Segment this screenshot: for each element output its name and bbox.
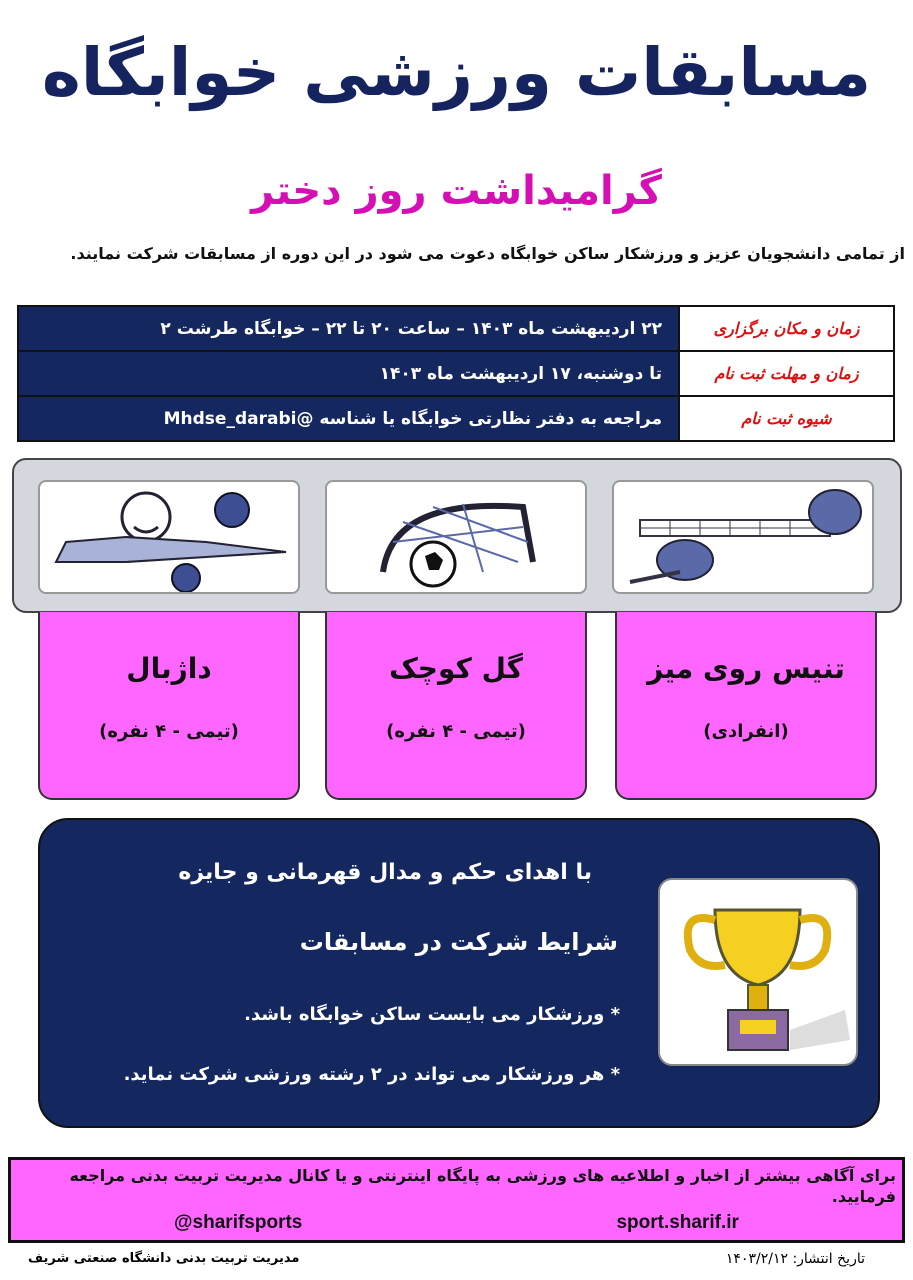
info-value: ۲۲ اردیبهشت ماه ۱۴۰۳ – ساعت ۲۰ تا ۲۲ – خوابگاه طرشت ۲ (19, 307, 678, 350)
sports-images-panel (12, 458, 902, 613)
sport-card-table-tennis (615, 612, 877, 800)
trophy-icon (658, 878, 858, 1066)
bottom-row (8, 1243, 905, 1267)
organization-name: مدیریت تربیت بدنی دانشگاه صنعتی شریف (28, 1250, 300, 1266)
condition-item: * ورزشکار می بایست ساکن خوابگاه باشد. (244, 1004, 620, 1025)
poster-title: مسابقات ورزشی خوابگاه (41, 34, 872, 111)
channel-link[interactable]: @sharifsports (174, 1211, 303, 1233)
condition-item: * هر ورزشکار می تواند در ۲ رشته ورزشی شرکت نماید. (123, 1064, 620, 1085)
poster-subtitle: گرامیداشت روز دختر (251, 168, 662, 214)
footer-text: برای آگاهی بیشتر از اخبار و اطلاعیه های ورزشی به پایگاه اینترنتی و یا کانال مدیریت تربیت بدنی مراجعه فرمایید. (69, 1166, 896, 1206)
sport-card-futsal (325, 612, 587, 800)
info-value: تا دوشنبه، ۱۷ اردیبهشت ماه ۱۴۰۳ (19, 352, 678, 395)
sport-card-dodgeball (38, 612, 300, 800)
footer-box (8, 1157, 905, 1243)
sport-name: داژبال (126, 652, 212, 685)
sport-type: (انفرادی) (703, 721, 789, 742)
publish-date (726, 1251, 865, 1267)
prize-box (38, 818, 880, 1128)
publish-date-value: ۱۴۰۳/۲/۱۲ (725, 1250, 788, 1267)
soccer-goal-icon (325, 480, 587, 594)
table-tennis-icon (612, 480, 874, 594)
info-label: زمان و مهلت ثبت نام (680, 352, 893, 395)
sport-type: (تیمی - ۴ نفره) (99, 721, 239, 742)
publish-date-label: تاریخ انتشار: (792, 1250, 865, 1267)
intro-text: از تمامی دانشجویان عزیز و ورزشکار ساکن خوابگاه دعوت می شود در این دوره از مسابقات شرکت نمایند. (70, 244, 905, 263)
info-label: زمان و مکان برگزاری (680, 307, 893, 350)
info-value: مراجعه به دفتر نظارتی خوابگاه یا شناسه @Mhdse_darabi (19, 397, 678, 440)
sport-name: تنیس روی میز (647, 652, 845, 685)
prize-headline: با اهدای حکم و مدال قهرمانی و جایزه (178, 860, 592, 885)
sport-name: گل کوچک (389, 652, 523, 685)
website-link[interactable]: sport.sharif.ir (616, 1211, 739, 1233)
bottom-section (8, 1157, 905, 1267)
info-label: شیوه ثبت نام (680, 397, 893, 440)
info-table (17, 305, 895, 442)
sport-type: (تیمی - ۴ نفره) (386, 721, 526, 742)
dodgeball-icon (38, 480, 300, 594)
info-row-registration-method (19, 397, 893, 440)
info-row-registration-deadline (19, 352, 893, 395)
info-row-time-place (19, 307, 893, 350)
conditions-title: شرایط شرکت در مسابقات (299, 928, 618, 956)
footer-links (17, 1212, 896, 1234)
